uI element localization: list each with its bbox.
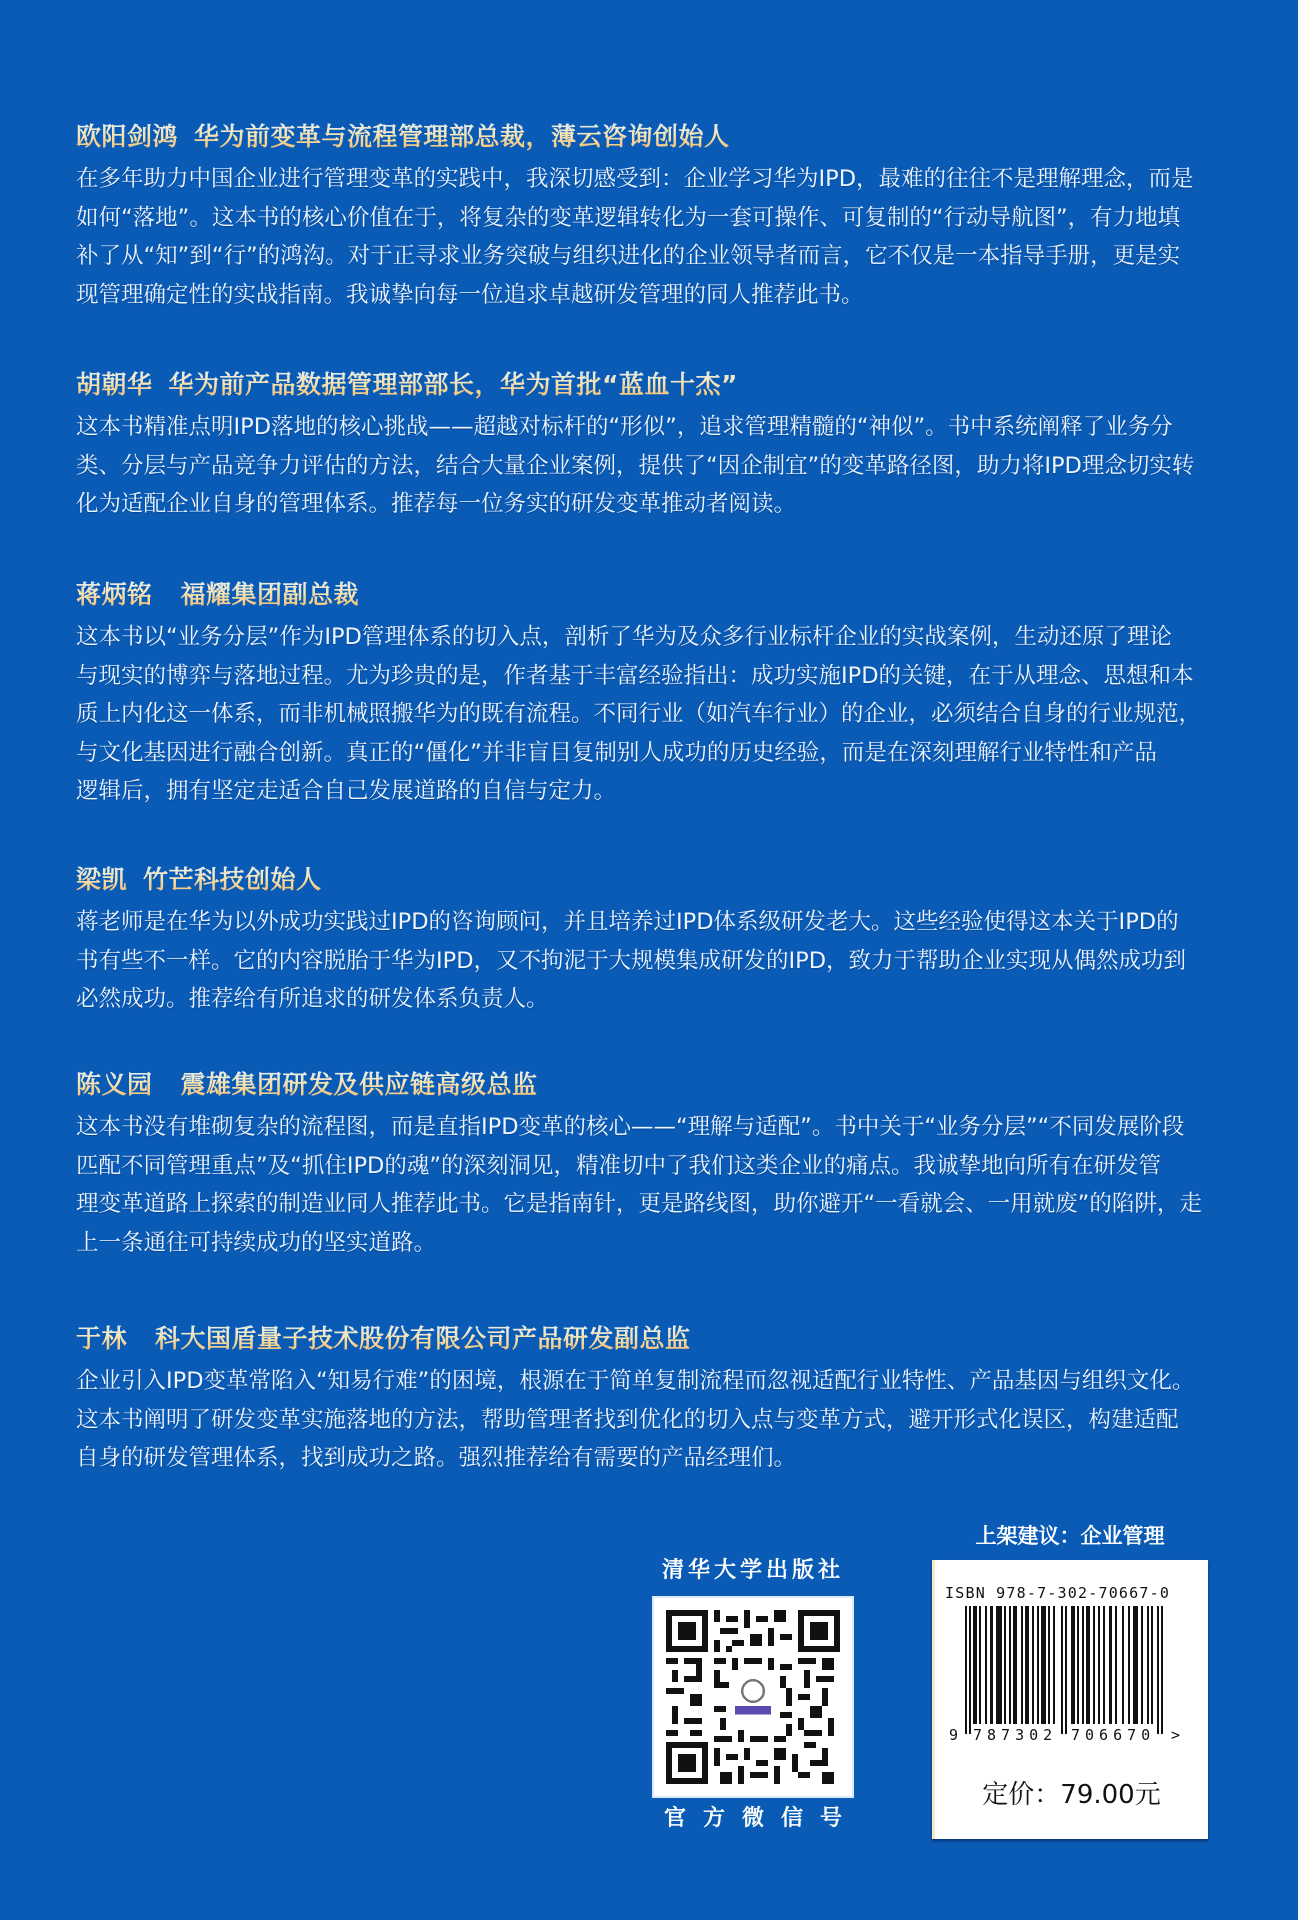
endorser-name: 蒋炳铭 [76, 580, 153, 609]
endorsement-chen-yiyuan [76, 1068, 1211, 1262]
text-line: 逻辑后，拥有坚定走适合自己发展道路的自信与定力。 [76, 778, 617, 804]
text-line: 现管理确定性的实战指南。我诚挚向每一位追求卓越研发管理的同人推荐此书。 [76, 281, 864, 308]
text-line: 这本书以“业务分层”作为IPD管理体系的切入点，剖析了华为及众多行业标杆企业的实战案例，生动还原了理论 [76, 624, 1172, 650]
endorsement-jiang-bingming [76, 578, 1211, 811]
text-line: 与现实的博弈与落地过程。尤为珍贵的是，作者基于丰富经验指出：成功实施IPD的关键，在于从理念、思想和本 [76, 662, 1194, 689]
endorser-title: 竹芒科技创始人 [143, 865, 322, 894]
isbn-digits-left: 787302 [973, 1726, 1058, 1744]
endorsement-text [76, 408, 1211, 524]
endorsement-text [76, 1362, 1211, 1478]
isbn-digit-first: 9 [949, 1726, 959, 1744]
isbn-barcode-box [932, 1560, 1208, 1839]
text-line: 与文化基因进行融合创新。真正的“僵化”并非盲目复制别人成功的历史经验，而是在深刻理解行业特性和产品 [76, 739, 1157, 766]
text-line: 企业引入IPD变革常陷入“知易行难”的困境，根源在于简单复制流程而忽视适配行业特性、产品基因与组织文化。 [76, 1368, 1195, 1394]
shelf-suggestion: 上架建议：企业管理 [975, 1524, 1165, 1548]
endorser-heading [76, 1322, 1211, 1356]
endorsement-ouyang-jianhong [76, 120, 1211, 314]
isbn-digit-end: > [1171, 1726, 1181, 1744]
endorser-title: 华为前产品数据管理部部长，华为首批“蓝血十杰” [168, 370, 738, 399]
endorser-title: 华为前变革与流程管理部总裁，薄云咨询创始人 [194, 122, 730, 151]
publisher-block [642, 1556, 864, 1834]
endorser-name: 陈义园 [76, 1070, 153, 1099]
isbn-label: ISBN 978-7-302-70667-0 [945, 1584, 1171, 1602]
qr-code-icon [666, 1610, 840, 1784]
endorsement-hu-chaohua [76, 368, 1211, 524]
endorsement-yu-lin [76, 1322, 1211, 1478]
text-line: 蒋老师是在华为以外成功实践过IPD的咨询顾问，并且培养过IPD体系级研发老大。这些经验使得这本关于IPD的 [76, 909, 1179, 935]
endorser-heading [76, 1068, 1211, 1102]
endorsement-text [76, 618, 1211, 811]
endorsement-liang-kai [76, 863, 1211, 1019]
text-line: 这本书没有堆砌复杂的流程图，而是直指IPD变革的核心——“理解与适配”。书中关于“业务分层”“不同发展阶段 [76, 1114, 1185, 1140]
wechat-qr-code[interactable] [652, 1596, 854, 1798]
text-line: 必然成功。推荐给有所追求的研发体系负责人。 [76, 986, 549, 1012]
endorser-name: 胡朝华 [76, 370, 153, 399]
text-line: 类、分层与产品竞争力评估的方法，结合大量企业案例，提供了“因企制宜”的变革路径图，助力将IPD理念切实转 [76, 452, 1195, 479]
text-line: 这本书阐明了研发变革实施落地的方法，帮助管理者找到优化的切入点与变革方式，避开形式化误区，构建适配 [76, 1406, 1179, 1433]
endorser-heading [76, 368, 1211, 402]
text-line: 这本书精准点明IPD落地的核心挑战——超越对标杆的“形似”，追求管理精髓的“神似”。书中系统阐释了业务分 [76, 414, 1173, 440]
endorser-heading [76, 120, 1211, 154]
barcode-icon [965, 1606, 1177, 1734]
text-line: 书有些不一样。它的内容脱胎于华为IPD，又不拘泥于大规模集成研发的IPD，致力于帮助企业实现从偶然成功到 [76, 947, 1187, 974]
endorsement-text [76, 160, 1211, 314]
text-line: 质上内化这一体系，而非机械照搬华为的既有流程。不同行业（如汽车行业）的企业，必须结合自身的行业规范， [76, 701, 1202, 727]
publisher-name: 清华大学出版社 [661, 1558, 844, 1583]
price-label: 定价：79.00元 [982, 1780, 1161, 1810]
text-line: 在多年助力中国企业进行管理变革的实践中，我深切感受到：企业学习华为IPD，最难的往往不是理解理念，而是 [76, 166, 1194, 192]
endorser-title: 震雄集团研发及供应链高级总监 [180, 1070, 538, 1099]
text-line: 上一条通往可持续成功的坚实道路。 [76, 1229, 437, 1256]
endorser-heading [76, 578, 1211, 612]
isbn-digits-right: 706670 [1071, 1726, 1156, 1744]
endorser-name: 梁凯 [76, 865, 128, 894]
text-line: 如何“落地”。这本书的核心价值在于，将复杂的变革逻辑转化为一套可操作、可复制的“行动导航图”，有力地填 [76, 204, 1181, 231]
text-line: 化为适配企业自身的管理体系。推荐每一位务实的研发变革推动者阅读。 [76, 491, 797, 517]
text-line: 补了从“知”到“行”的鸿沟。对于正寻求业务突破与组织进化的企业领导者而言，它不仅是一本指导手册，更是实 [76, 243, 1181, 269]
endorsement-text [76, 1108, 1211, 1262]
endorser-name: 欧阳剑鸿 [76, 122, 179, 151]
endorser-name: 于林 [76, 1324, 128, 1353]
text-line: 自身的研发管理体系，找到成功之路。强烈推荐给有需要的产品经理们。 [76, 1445, 797, 1471]
text-line: 匹配不同管理重点”及“抓住IPD的魂”的深刻洞见，精准切中了我们这类企业的痛点。我诚挚地向所有在研发管 [76, 1152, 1162, 1179]
endorser-title: 科大国盾量子技术股份有限公司产品研发副总监 [155, 1324, 691, 1353]
endorsement-text [76, 903, 1211, 1019]
qr-caption: 官方微信号 [663, 1806, 859, 1831]
text-line: 理变革道路上探索的制造业同人推荐此书。它是指南针，更是路线图，助你避开“一看就会、一用就废”的陷阱，走 [76, 1191, 1202, 1217]
endorser-title: 福耀集团副总裁 [180, 580, 360, 609]
endorser-heading [76, 863, 1211, 897]
